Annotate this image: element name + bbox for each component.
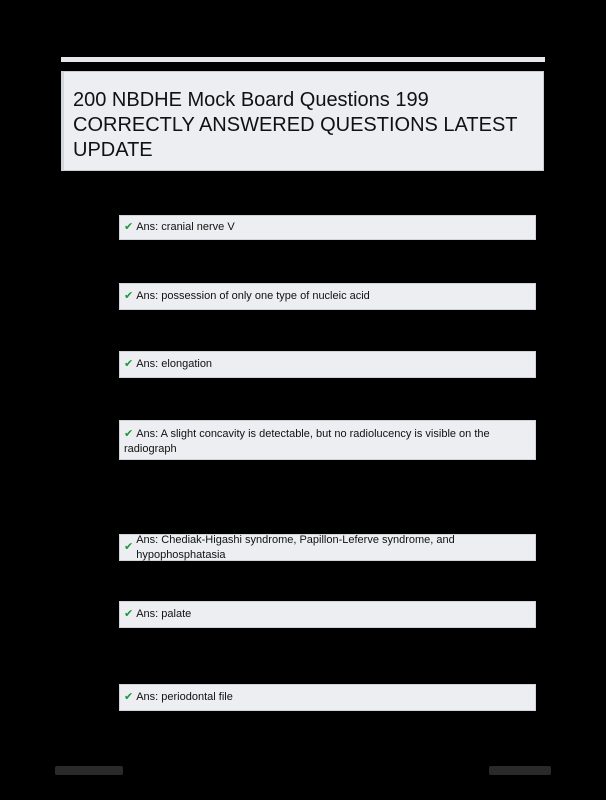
checkmark-icon: ✔ <box>124 358 134 370</box>
answer-text: Ans: possession of only one type of nucleic acid <box>136 290 370 302</box>
title-box <box>61 71 544 171</box>
checkmark-icon: ✔ <box>124 221 134 233</box>
answer-box <box>119 215 536 240</box>
checkmark-icon: ✔ <box>124 691 134 703</box>
answer-text: Ans: Chediak-Higashi syndrome, Papillon-Leferve syndrome, and hypophosphatasia <box>136 533 455 561</box>
answer-text: Ans: A slight concavity is detectable, but no radiolucency is visible on the radiograph <box>124 428 490 455</box>
top-divider <box>61 57 545 62</box>
answer-box <box>119 420 536 460</box>
answer-box <box>119 601 536 628</box>
document-title: 200 NBDHE Mock Board Questions 199 CORRECTLY ANSWERED QUESTIONS LATEST UPDATE <box>73 89 518 161</box>
answer-box <box>119 283 536 310</box>
answer-box <box>119 351 536 378</box>
checkmark-icon: ✔ <box>124 428 134 440</box>
checkmark-icon: ✔ <box>124 290 134 302</box>
footer-left-mark <box>55 766 123 775</box>
answer-text: Ans: cranial nerve V <box>136 221 235 233</box>
checkmark-icon: ✔ <box>124 608 134 620</box>
answer-text: Ans: elongation <box>136 358 213 370</box>
answer-box <box>119 684 536 711</box>
checkmark-icon: ✔ <box>124 541 134 553</box>
footer-right-mark <box>489 766 551 775</box>
answer-text: Ans: periodontal file <box>136 691 233 703</box>
answer-text: Ans: palate <box>136 608 192 620</box>
answer-box <box>119 534 536 561</box>
